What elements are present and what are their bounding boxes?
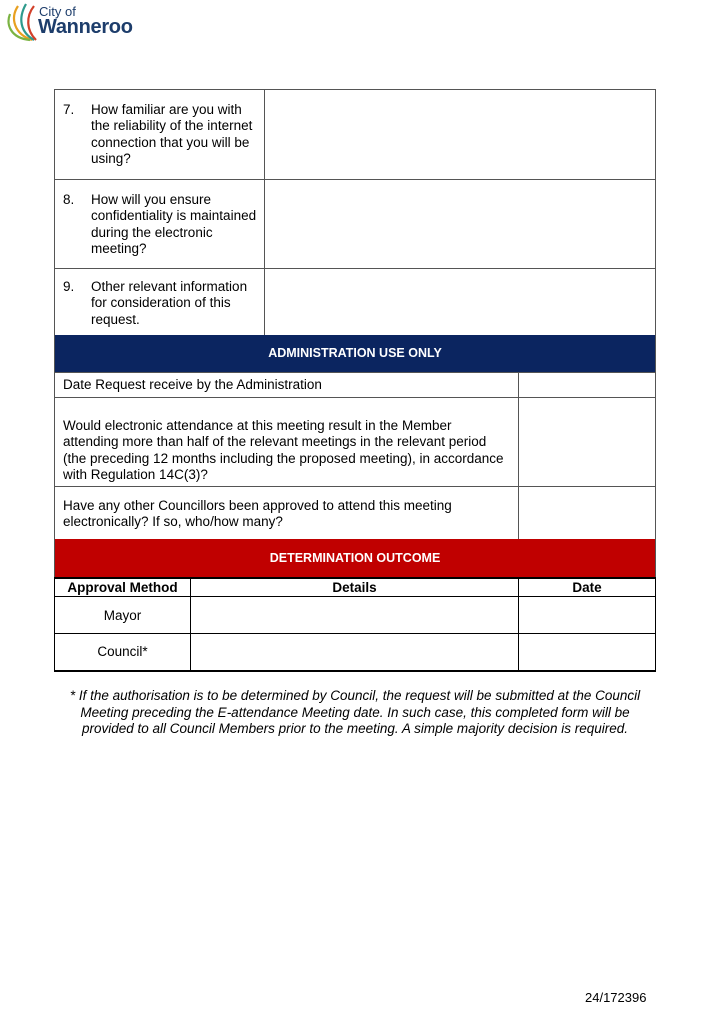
admin-row-label: Date Request receive by the Administration	[55, 373, 519, 398]
determination-header-row	[55, 578, 656, 597]
questions-table	[54, 89, 656, 336]
council-details-field[interactable]	[191, 634, 519, 671]
admin-more-than-half-field[interactable]	[519, 398, 656, 487]
mayor-details-field[interactable]	[191, 597, 519, 634]
question-row-8	[55, 180, 656, 269]
answer-field-8[interactable]	[265, 180, 656, 269]
answer-field-9[interactable]	[265, 269, 656, 336]
question-text: How familiar are you with the reliability of the internet connection that you will be using?	[91, 102, 253, 166]
question-text: Other relevant information for consideration of this request.	[91, 279, 248, 327]
determination-outcome-heading: DETERMINATION OUTCOME	[54, 539, 656, 577]
column-header: Details	[191, 578, 519, 597]
question-number: 9.	[63, 279, 75, 294]
admin-row-label: Have any other Councillors been approved to attend this meeting electronically? If so, who/how many?	[55, 487, 519, 540]
approval-method-label: Mayor	[55, 597, 191, 634]
question-number: 8.	[63, 192, 75, 207]
logo-name-text: Wanneroo	[38, 16, 133, 38]
admin-row	[55, 398, 656, 487]
council-date-field[interactable]	[519, 634, 656, 671]
admin-other-councillors-field[interactable]	[519, 487, 656, 540]
column-header: Approval Method	[55, 578, 191, 597]
city-of-wanneroo-logo	[6, 0, 146, 44]
admin-date-received-field[interactable]	[519, 373, 656, 398]
determination-table	[54, 577, 656, 672]
column-header: Date	[519, 578, 656, 597]
administration-table	[54, 372, 656, 540]
answer-field-7[interactable]	[265, 90, 656, 180]
determination-row-mayor	[55, 597, 656, 634]
question-row-7	[55, 90, 656, 180]
mayor-date-field[interactable]	[519, 597, 656, 634]
question-number: 7.	[63, 102, 75, 117]
document-reference: 24/172396	[585, 990, 647, 1005]
admin-row	[55, 373, 656, 398]
logo-city-text: City of	[39, 4, 76, 19]
determination-row-council	[55, 634, 656, 671]
admin-row-label: Would electronic attendance at this meeting result in the Member attending more than half of the relevant meetings in the relevant period (the preceding 12 months including the proposed meeting), in accordance with Regulation 14C(3)?	[55, 398, 519, 487]
administration-use-heading: ADMINISTRATION USE ONLY	[54, 335, 656, 372]
footnote: * If the authorisation is to be determined by Council, the request will be submitted at the Council Meeting preceding the E-attendance Meeting date. In such case, this completed form will be provided to all Council Members prior to the meeting. A simple majority decision is required.	[69, 688, 641, 736]
approval-method-label: Council*	[55, 634, 191, 671]
question-row-9	[55, 269, 656, 336]
question-text: How will you ensure confidentiality is maintained during the electronic meeting?	[91, 192, 257, 256]
admin-row	[55, 487, 656, 540]
